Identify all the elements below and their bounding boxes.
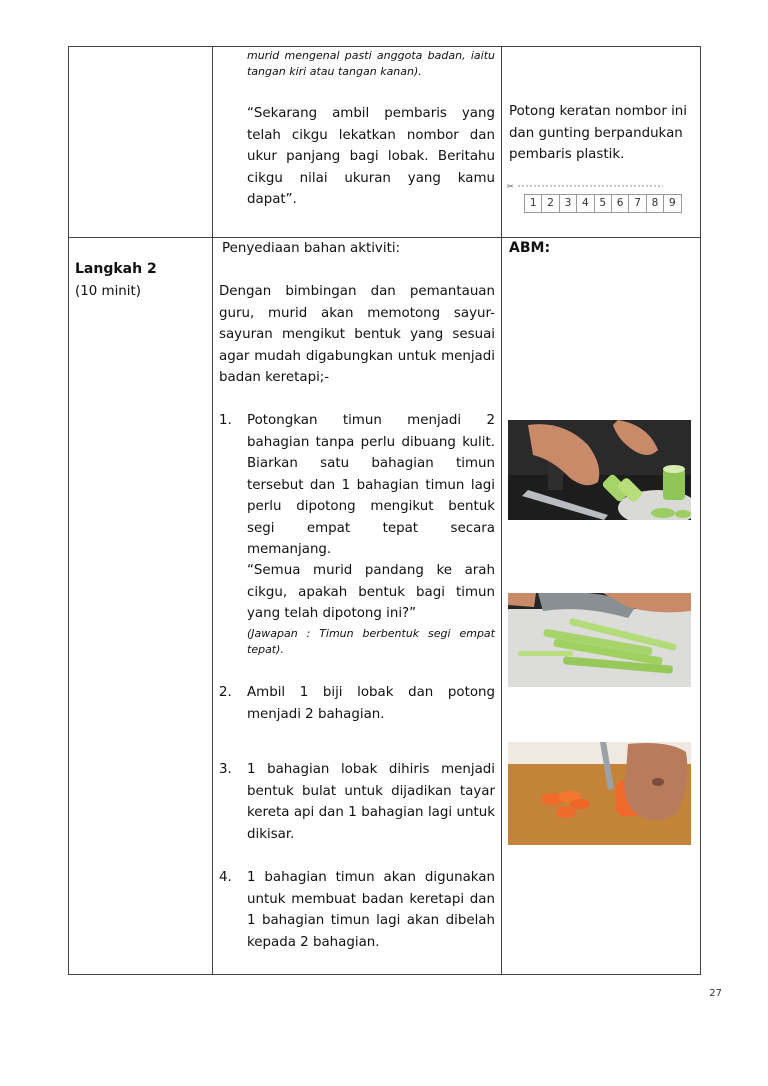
item-number-3: 3. (219, 762, 232, 777)
ruler-number: 1 (525, 195, 542, 212)
row1-quote: “Sekarang ambil pembaris yang telah cikgu lekatkan nombor dan ukur panjang bagi lobak. Beritahu cikgu nilai ukuran yang kamu dapat”. (247, 106, 495, 207)
number-ruler (524, 194, 682, 213)
page-number: 27 (709, 988, 722, 999)
item-number-4: 4. (219, 870, 232, 885)
ruler-number: 5 (595, 195, 612, 212)
ruler-number: 2 (542, 195, 559, 212)
question-answer: (Jawapan : Timun berbentuk segi empat tepat). (247, 627, 495, 656)
ruler-number: 3 (560, 195, 577, 212)
ruler-number: 8 (647, 195, 664, 212)
table-bottom-border (68, 974, 700, 975)
item-text-4: 1 bahagian timun akan digunakan untuk membuat badan keretapi dan 1 bahagian timun lagi akan dibelah kepada 2 bahagian. (247, 870, 495, 950)
column-divider-2 (501, 46, 502, 975)
abm-label: ABM: (509, 240, 551, 256)
cucumber-sticks-photo (508, 593, 691, 687)
table-right-border (700, 46, 701, 975)
table-top-border (68, 46, 700, 47)
activity-heading: Penyediaan bahan aktiviti: (222, 241, 401, 256)
item-text-3: 1 bahagian lobak dihiris menjadi bentuk bulat untuk dijadikan tayar kereta api dan 1 bahagian lagi untuk dikisar. (247, 762, 495, 842)
row1-note: murid mengenal pasti anggota badan, iaitu tangan kiri atau tangan kanan). (247, 49, 495, 78)
step-time: (10 minit) (75, 284, 141, 299)
scissors-icon: ✂ (507, 182, 514, 190)
item-text-2: Ambil 1 biji lobak dan potong menjadi 2 bahagian. (247, 685, 495, 722)
column-divider-1 (212, 46, 213, 975)
step-title: Langkah 2 (75, 261, 157, 277)
item-number-1: 1. (219, 413, 232, 428)
ruler-number: 9 (668, 197, 676, 209)
scissors-cut-line (507, 182, 663, 190)
teacher-question: “Semua murid pandang ke arah cikgu, apakah bentuk bagi timun yang telah dipotong ini?” (247, 563, 495, 621)
carrot-slicing-photo (508, 742, 691, 845)
item-text-1: Potongkan timun menjadi 2 bahagian tanpa perlu dibuang kulit. Biarkan satu bahagian timun tersebut dan 1 bahagian timun lagi perlu dipotong mengikut bentuk segi empat tepat secara memanjang. (247, 413, 495, 557)
ruler-number: 4 (577, 195, 594, 212)
ruler-number: 6 (612, 195, 629, 212)
ruler-number: 7 (629, 195, 646, 212)
cucumber-cutting-photo (508, 420, 691, 520)
item-number-2: 2. (219, 685, 232, 700)
activity-intro: Dengan bimbingan dan pemantauan guru, murid akan memotong sayur-sayuran mengikut bentuk yang sesuai agar mudah digabungkan untuk menjadi badan keretapi;- (219, 284, 495, 385)
table-left-border (68, 46, 69, 975)
row1-right-text: Potong keratan nombor ini dan gunting berpandukan pembaris plastik. (509, 104, 688, 162)
